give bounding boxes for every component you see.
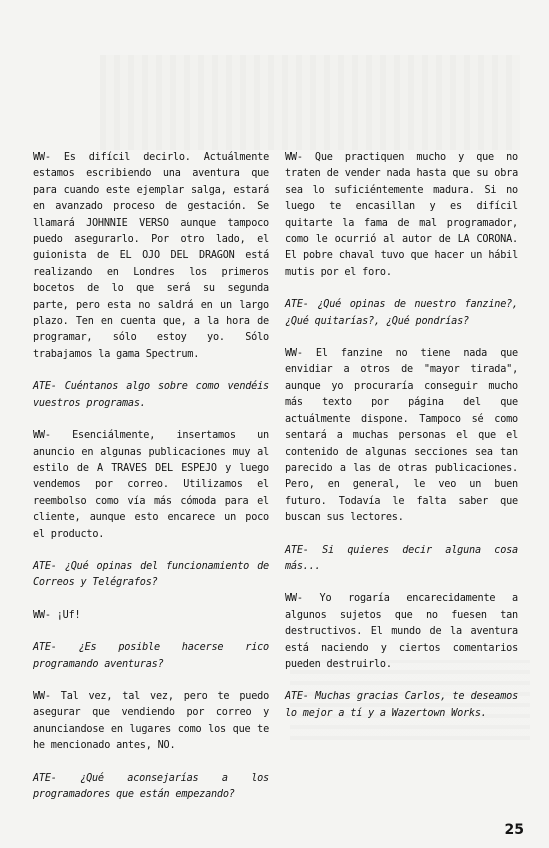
question-paragraph: ATE- ¿Es posible hacerse rico programando aventuras? [33, 642, 269, 670]
answer-paragraph: WW- El fanzine no tiene nada que envidiar a otros de "mayor tirada", aunque yo procuraría conseguir mucho más texto por página del que actuálmente dispone. Tampoco sé como sentará a muchas personas el que el contenido de algunas secciones sea tan parecido a las de otras publicaciones. Pero, en general, le veo un buen futuro. Todavía le falta saber que buscan sus lectores. [285, 348, 518, 524]
answer-paragraph: WW- Tal vez, tal vez, pero te puedo asegurar que vendiendo por correo y anunciandose en lugares como los que te he mencionado antes, NO. [33, 690, 269, 752]
page-number: 25 [504, 822, 524, 838]
question-paragraph: ATE- ¿Qué opinas de nuestro fanzine?, ¿Qué quitarías?, ¿Qué pondrías? [285, 299, 518, 327]
right-column [285, 150, 518, 738]
answer-paragraph: WW- Yo rogaría encarecidamente a algunos sujetos que no fuesen tan destructivos. El mundo de la aventura está naciendo y ciertos comentarios pueden destruirlo. [285, 593, 518, 670]
answer-paragraph: WW- Esenciálmente, insertamos un anuncio en algunas publicaciones muy al estilo de A TRAVES DEL ESPEJO y luego vendemos por correo. Utilizamos el reembolso como vía más cómoda para el cliente, aunque esto encarece un poco el producto. [33, 430, 269, 540]
answer-paragraph: WW- Es difícil decirlo. Actuálmente estamos escribiendo una aventura que para cuando este ejemplar salga, estará en avanzado proceso de gestación. Se llamará JOHNNIE VERSO aunque tampoco puedo asegurarlo. Por otro lado, el guionista de EL OJO DEL DRAGON está realizando en Londres los primeros bocetos de lo que será su segunda parte, pero esta no saldrá en un largo plazo. Ten en cuenta que, a la hora de programar, sólo estoy yo. Sólo trabajamos la gama Spectrum. [33, 152, 269, 360]
question-paragraph: ATE- Muchas gracias Carlos, te deseamos lo mejor a tí y a Wazertown Works. [285, 691, 518, 719]
question-paragraph: ATE- Cuéntanos algo sobre como vendéis vuestros programas. [33, 381, 269, 409]
question-paragraph: ATE- ¿Qué aconsejarías a los programadores que están empezando? [33, 772, 269, 800]
answer-paragraph: WW- Que practiquen mucho y que no traten de vender nada hasta que su obra sea lo suficiéntemente madura. Si no luego te encasillan y es difícil quitarte la fama de mal programador, como le ocurrió al autor de LA CORONA. El pobre chaval tuvo que hacer un hábil mutis por el foro. [285, 152, 518, 278]
bleed-through-heading [100, 55, 520, 150]
question-paragraph: ATE- ¿Qué opinas del funcionamiento de Correos y Telégrafos? [33, 560, 269, 589]
left-column [33, 150, 269, 819]
answer-paragraph: WW- ¡Uf! [33, 609, 81, 621]
question-paragraph: ATE- Si quieres decir alguna cosa más... [285, 544, 518, 572]
